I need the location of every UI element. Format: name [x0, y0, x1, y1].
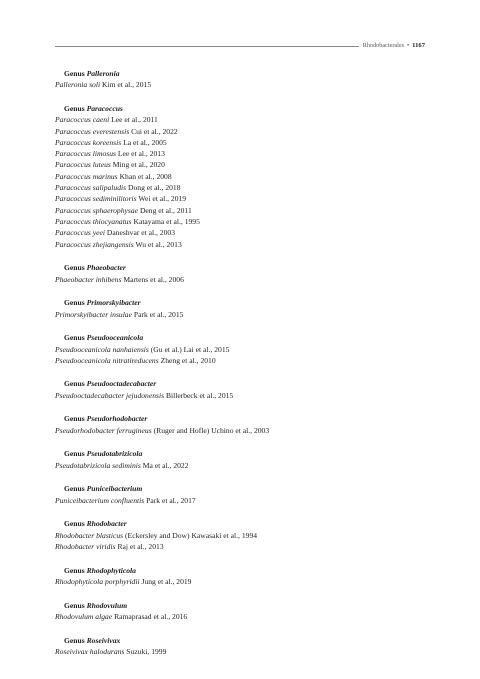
genus-name: Paracoccus [86, 103, 123, 113]
species-entry [55, 216, 435, 227]
species-entry [55, 274, 435, 285]
species-entry [55, 541, 435, 552]
species-name: Paracoccus luteus [55, 160, 111, 170]
genus-heading [55, 378, 435, 389]
species-entry [55, 79, 435, 90]
species-name: Paracoccus zhejiangensis [55, 239, 134, 249]
species-entry [55, 495, 435, 506]
species-entry [55, 576, 435, 587]
species-name: Paracoccus salipaludis [55, 183, 127, 193]
species-entry [55, 646, 435, 657]
species-entry [55, 193, 435, 204]
genus-heading [55, 600, 435, 611]
genus-name: Rhodophyticola [86, 565, 136, 575]
genus-name: Rhodobacter [86, 519, 127, 529]
genus-name: Puniceibacterium [86, 484, 143, 494]
species-entry [55, 530, 435, 541]
species-entry [55, 355, 435, 366]
species-authority: Ramaprasad et al., 2016 [114, 611, 188, 621]
species-entry [55, 390, 435, 401]
genus-heading [55, 297, 435, 308]
genus-name: Pseudorhodobacter [86, 414, 148, 424]
genus-heading [55, 448, 435, 459]
species-entry [55, 171, 435, 182]
genus-prefix: Genus [64, 449, 85, 459]
genus-heading [55, 332, 435, 343]
species-name: Rhodobacter viridis [55, 542, 116, 552]
species-authority: (Gu et al.) Lai et al., 2015 [150, 344, 230, 354]
species-name: Pseudooctadecabacter jejudonensis [55, 390, 165, 400]
genus-prefix: Genus [64, 333, 85, 343]
genus-block [55, 68, 435, 91]
genus-name: Rhodovulum [86, 600, 128, 610]
genus-prefix: Genus [64, 519, 85, 529]
genus-block [55, 262, 435, 285]
species-name: Rhodovulum algae [55, 611, 113, 621]
species-name: Rhodobacter blasticus [55, 530, 124, 540]
genus-prefix: Genus [64, 565, 85, 575]
species-authority: Khan et al., 2008 [119, 171, 172, 181]
genus-heading [55, 635, 435, 646]
species-authority: Cui et al., 2022 [131, 126, 178, 136]
genus-block [55, 635, 435, 658]
genus-block [55, 565, 435, 588]
species-entry [55, 205, 435, 216]
running-head [359, 40, 425, 52]
species-name: Paracoccus marinus [55, 171, 118, 181]
species-authority: Park et al., 2015 [133, 309, 184, 319]
species-authority: Daneshvar et al., 2003 [106, 228, 175, 238]
page-number: 1167 [412, 42, 425, 49]
genus-heading [55, 103, 435, 114]
genus-heading [55, 483, 435, 494]
genus-prefix: Genus [64, 379, 85, 389]
genus-heading [55, 565, 435, 576]
species-name: Paracoccus sphaerophysae [55, 205, 139, 215]
species-entry [55, 460, 435, 471]
genus-block [55, 483, 435, 506]
species-name: Paracoccus everestensis [55, 126, 130, 136]
genus-prefix: Genus [64, 103, 85, 113]
species-name: Paracoccus caeni [55, 115, 110, 125]
species-authority: La et al., 2005 [123, 137, 167, 147]
species-entry [55, 182, 435, 193]
genus-block [55, 332, 435, 366]
species-entry [55, 344, 435, 355]
genus-block [55, 600, 435, 623]
species-authority: Suzuki, 1999 [126, 646, 167, 656]
genus-name: Primorskyibacter [86, 298, 141, 308]
species-name: Pseudooceanicola nanhaiensis [55, 344, 149, 354]
species-entry [55, 114, 435, 125]
genus-heading [55, 262, 435, 273]
species-authority: Wei et al., 2019 [138, 194, 187, 204]
genus-block [55, 378, 435, 401]
genus-prefix: Genus [64, 484, 85, 494]
species-name: Paracoccus sediminilitoris [55, 194, 137, 204]
species-name: Paracoccus yeei [55, 228, 105, 238]
genus-name: Roseivivax [86, 635, 121, 645]
genus-name: Pseudooceanicola [86, 333, 144, 343]
species-entry [55, 159, 435, 170]
species-authority: Lee et al., 2011 [111, 115, 158, 125]
genus-block [55, 103, 435, 250]
genus-heading [55, 518, 435, 529]
genus-name: Pseudotabrizicola [86, 449, 143, 459]
species-name: Roseivivax halodurans [55, 646, 125, 656]
species-entry [55, 425, 435, 436]
species-entry [55, 148, 435, 159]
species-authority: Wu et al., 2013 [135, 239, 182, 249]
species-authority: Ma et al., 2022 [142, 460, 189, 470]
species-authority: Raj et al., 2013 [117, 542, 164, 552]
species-name: Phaeobacter inhibens [55, 274, 122, 284]
genus-prefix: Genus [64, 414, 85, 424]
genus-block [55, 297, 435, 320]
species-authority: Zheng et al., 2010 [160, 355, 216, 365]
species-authority: Deng et al., 2011 [139, 205, 192, 215]
genus-prefix: Genus [64, 600, 85, 610]
species-name: Rhodophyticola porphyridii [55, 577, 140, 586]
species-entry [55, 227, 435, 238]
species-authority: Billerbeck et al., 2015 [165, 390, 234, 400]
species-authority: (Eckersley and Dow) Kawasaki et al., 1994 [125, 530, 258, 540]
species-authority: Kim et al., 2015 [101, 80, 152, 90]
genus-heading [55, 413, 435, 424]
species-entry [55, 137, 435, 148]
species-authority: Ming et al., 2020 [112, 160, 165, 170]
genus-heading [55, 68, 435, 79]
genus-block [55, 413, 435, 436]
species-entry [55, 239, 435, 250]
species-authority: Martens et al., 2006 [123, 274, 184, 284]
genus-prefix: Genus [64, 263, 85, 273]
species-name: Paracoccus thiocyanatus [55, 216, 132, 226]
genus-name: Pseudooctadecabacter [86, 379, 157, 389]
species-name: Paracoccus koreensis [55, 137, 122, 147]
species-authority: (Ruger and Hofle) Uchino et al., 2003 [153, 425, 270, 435]
species-name: Pseudorhodobacter ferrugineus [55, 425, 152, 435]
species-name: Pseudooceanicola nitratireducens [55, 355, 159, 365]
genus-list [55, 68, 435, 670]
species-name: Pseudotabrizicola sediminis [55, 460, 141, 470]
section-title: Rhodobacterales [362, 42, 404, 49]
genus-block [55, 518, 435, 552]
genus-prefix: Genus [64, 69, 85, 78]
species-name: Primorskyibacter insulae [55, 309, 132, 319]
species-entry [55, 309, 435, 320]
species-authority: Dong et al., 2018 [128, 183, 181, 193]
species-authority: Katayama et al., 1995 [133, 216, 200, 226]
species-entry [55, 126, 435, 137]
genus-block [55, 448, 435, 471]
species-entry [55, 611, 435, 622]
genus-name: Palleronia [86, 69, 120, 78]
species-name: Palleronia soli [55, 80, 101, 90]
genus-prefix: Genus [64, 635, 85, 645]
species-authority: Jung et al., 2019 [141, 577, 192, 586]
genus-prefix: Genus [64, 298, 85, 308]
running-header [55, 40, 425, 54]
header-bullet: • [407, 42, 410, 49]
species-authority: Lee et al., 2013 [117, 149, 165, 159]
species-authority: Park et al., 2017 [146, 495, 196, 505]
species-name: Puniceibacterium confluentis [55, 495, 145, 505]
species-name: Paracoccus limosus [55, 149, 116, 159]
genus-name: Phaeobacter [86, 263, 126, 273]
